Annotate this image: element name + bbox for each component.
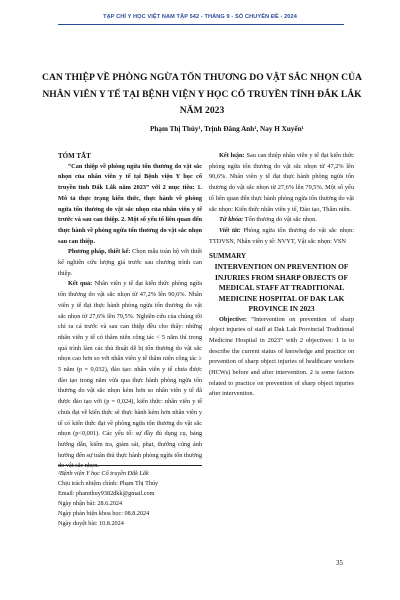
- summary-vi-objective: [58, 162, 202, 248]
- article-title: CAN THIỆP VỀ PHÒNG NGỪA TỔN THƯƠNG DO VẬT SẮC NHỌN CỦA NHÂN VIÊN Y TẾ TẠI BỆNH VIỆN Y HỌC CỔ TRUYỀN TỈNH ĐẮK LẮK NĂM 2023: [42, 72, 362, 116]
- methods-label: Phương pháp, thiết kế:: [68, 248, 131, 256]
- footnote-reviewed: Ngày phản biện khoa học: 08.8.2024: [58, 510, 150, 517]
- page-number: 35: [336, 559, 343, 567]
- results-label: Kết quả:: [68, 280, 93, 288]
- summary-vi-objective-text: “Can thiệp về phòng ngừa tổn thương do vật sắc nhọn của nhân viên y tế tại Bệnh viện Y học cổ truyền tỉnh Đắk Lắk năm 2023” với 2 mục tiêu: 1. Mô tả thực trạng kiến thức, thực hành về phòng ngừa tổn thương do vật sắc nhọn của nhân viên y tế trước và sau can thiệp. 2. Một số yếu tố liên quan đến thực hành về phòng ngừa tổn thương do vật sắc nhọn sau can thiệp.: [58, 162, 202, 245]
- keywords: [209, 215, 354, 226]
- footnote-accepted: Ngày duyệt bài: 10.8.2024: [58, 520, 124, 527]
- abbrev-label: Viết tắt:: [219, 226, 241, 234]
- keywords-text: Tổn thương do vật sắc nhọn.: [244, 216, 317, 224]
- summary-vi-heading: TÓM TẮT: [58, 152, 91, 160]
- results-text: Nhân viên y tế đạt kiến thức phòng ngừa tổn thương do vật sắc nhọn từ 47,2% lên 90,6%. Nhân viên y tế đạt thực hành phòng ngừa tổn thương do vật sắc nhọn từ 27,6% lên 79,5%. Nghiên cứu của chúng tôi chỉ ra cả trước và sau can thiệp đều cho thấy: những nhân viên y tế có thâm niên công tác < 5 năm thì trong quá trình làm các thủ thuật dễ bị tổn thương do vật sắc nhọn cao hơn so với nhân viên y tế thâm niên công tác ≥ 5 năm (p = 0,032), đào tạo: nhân viên y tế chưa được đào tạo trong năm vừa qua thực hành phòng ngừa tổn thương do vật sắc nhọn kém hơn so nhân viên y tế đã được đào tạo với (p = 0,024), kiến thức: nhân viên y tế chưa đạt về kiến thức sẽ thực hành kém hơn nhân viên y tế có kiến thức đạt về phòng ngừa tổn thương do vật sắc nhọn (p<0,001). Các yếu tố: sự đầy đủ dụng cụ, bảng hướng dẫn, kiểm tra, giám sát, phạt, thưởng cũng ảnh hưởng đến sự tuân thủ thực hành phòng ngừa tổn thương do vật sắc nhọn.: [58, 280, 203, 470]
- abbreviations: [209, 226, 354, 247]
- summary-en-heading: SUMMARY: [209, 252, 247, 261]
- article-authors: Phạm Thị Thúy¹, Trịnh Đăng Anh¹, Nay H Xuyến¹: [150, 125, 304, 133]
- conclusion-label: Kết luận:: [219, 152, 245, 159]
- right-column: [209, 151, 354, 400]
- footnote-affiliation: ¹Bệnh viện Y học Cổ truyền Đắk Lắk: [58, 470, 149, 477]
- methods-text: Chọn mẫu toàn bộ với thiết kế nghiên cứu lượng giá trước sau chương trình can thiệp.: [58, 248, 202, 277]
- summary-vi-conclusion: [209, 151, 354, 215]
- left-column: [58, 151, 202, 472]
- header-rule: [58, 24, 344, 25]
- objective-label: Objective:: [219, 315, 247, 323]
- footnotes: [58, 469, 208, 529]
- conclusion-text: Sau can thiệp nhân viên y tế đạt kiến thức phòng ngừa tổn thương do vật sắc nhọn từ 47,2% lên 90,6%. Nhân viên y tế đạt thực hành phòng ngừa tổn thương do vật sắc nhọn từ 27,6% lên 79,5%. Một số yếu tố liên quan đến thực hành phòng ngừa tổn thương do vật sắc nhọn: Kiến thức nhân viên y tế, Đào tạo, Thâm niên.: [209, 152, 354, 213]
- summary-vi-results: [58, 279, 202, 472]
- summary-vi-methods: [58, 247, 202, 279]
- footnote-rule: [58, 465, 202, 466]
- keywords-label: Từ khóa:: [219, 216, 244, 224]
- journal-header: TẠP CHÍ Y HỌC VIỆT NAM TẬP 542 - THÁNG 9 - SỐ CHUYÊN ĐỀ - 2024: [103, 14, 297, 20]
- objective-text: “Intervention on prevention of sharp object injuries of staff at Dak Lak Provincial Traditional Medicine Hospital in 2023” with 2 objectives: 1 is to describe the current status of knowledge and practice on prevention of sharp object injuries of healthcare workers (HCWs) before and after intervention. 2 is some factors related to practice on prevention of sharp object injuries after intervention.: [209, 315, 354, 398]
- abbrev-text: Phòng ngừa tổn thương do vật sắc nhọn: TTDVSN, Nhân viên y tế: NVYT, Vật sắc nhọn: VSN: [209, 226, 354, 245]
- footnote-received: Ngày nhận bài: 28.6.2024: [58, 500, 123, 507]
- summary-en-title: INTERVENTION ON PREVENTION OF INJURIES FROM SHARP OBJECTS OF MEDICAL STAFF AT TRADITIONAL MEDICINE HOSPITAL OF DAK LAK PROVINCE IN 2023: [214, 262, 349, 314]
- summary-en-objective: [209, 315, 354, 401]
- footnote-corresponding: Chịu trách nhiệm chính: Phạm Thị Thúy: [58, 480, 159, 487]
- footnote-email: Email: phamthuy9382dkk@gmail.com: [58, 490, 155, 497]
